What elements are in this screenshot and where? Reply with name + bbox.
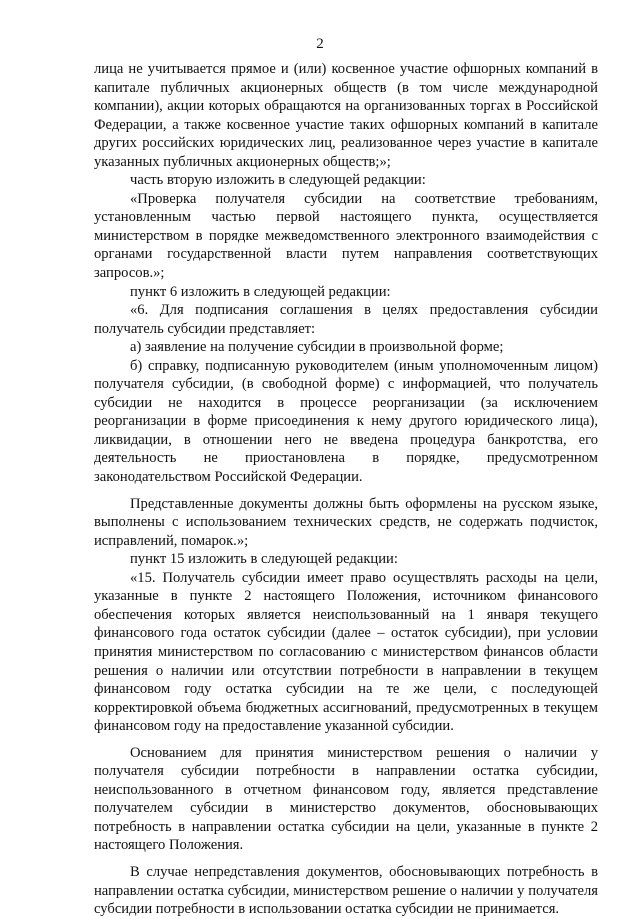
paragraph-item-15: «15. Получатель субсидии имеет право осуществлять расходы на цели, указанные в пункте 2 настоящего Положения, источником финансового обеспечения которых является неиспользованный на 1 января текущего финансового года остаток субсидии (далее – остаток субсидии), при условии принятия министерством по согласованию с министерством финансов области решения о наличии или отсутствии потребности в направлении в текущем финансовом году остатка субсидии на те же цели, с последующей корректировкой объема бюджетных ассигнований, предусмотренных в текущем финансовом году на предоставление указанной субсидии. bbox=[94, 569, 598, 735]
paragraph-part-two-instruction: часть вторую изложить в следующей редакции: bbox=[130, 172, 426, 189]
paragraph-documents-requirements: Представленные документы должны быть оформлены на русском языке, выполнены с использованием технических средств, не содержать подчисток, исправлений, помарок.»; bbox=[94, 495, 598, 549]
paragraph-non-submission: В случае непредставления документов, обосновывающих потребность в направлении остатка субсидии, министерством решение о наличии у получателя субсидии потребности в использовании остатка субсидии не принимается. bbox=[94, 863, 598, 918]
paragraph-verification: «Проверка получателя субсидии на соответствие требованиям, установленным частью первой настоящего пункта, осуществляется министерством в порядке межведомственного электронного взаимодействия с органами государственной власти путем направления соответствующих запросов.»; bbox=[94, 190, 598, 282]
document-body bbox=[94, 60, 598, 919]
page-number: 2 bbox=[316, 36, 324, 52]
paragraph-grounds-for-decision: Основанием для принятия министерством решения о наличии у получателя субсидии потребности в направлении остатка субсидии, неиспользованного в отчетном финансовом году, является представление получателем субсидии в министерство документов, обосновывающих потребность в направлении остатка субсидии на цели, указанные в пункте 2 настоящего Положения. bbox=[94, 744, 598, 854]
paragraph-item-15-instruction: пункт 15 изложить в следующей редакции: bbox=[130, 551, 398, 568]
paragraph-item-6-b: б) справку, подписанную руководителем (иным уполномоченным лицом) получателя субсидии, (в свободной форме) с информацией, что получатель субсидии не находится в процессе реорганизации (за исключением реорганизации в форме присоединения к нему другого юридического лица), ликвидации, в отношении него не введена процедура банкротства, его деятельность не приостановлена в порядке, предусмотренном законодательством Российской Федерации. bbox=[94, 357, 598, 486]
paragraph-item-6-instruction: пункт 6 изложить в следующей редакции: bbox=[130, 283, 391, 300]
paragraph-item-6-a: а) заявление на получение субсидии в произвольной форме; bbox=[130, 339, 504, 356]
paragraph-offshore-continuation: лица не учитывается прямое и (или) косвенное участие офшорных компаний в капитале публичных акционерных обществ (в том числе международной компании), акции которых обращаются на организованных торгах в Российской Федерации, а также косвенное участие таких офшорных компаний в капитале других российских юридических лиц, реализованное через участие в капитале указанных публичных акционерных обществ;»; bbox=[94, 61, 598, 170]
paragraph-item-6: «6. Для подписания соглашения в целях предоставления субсидии получатель субсидии представляет: bbox=[94, 302, 598, 337]
